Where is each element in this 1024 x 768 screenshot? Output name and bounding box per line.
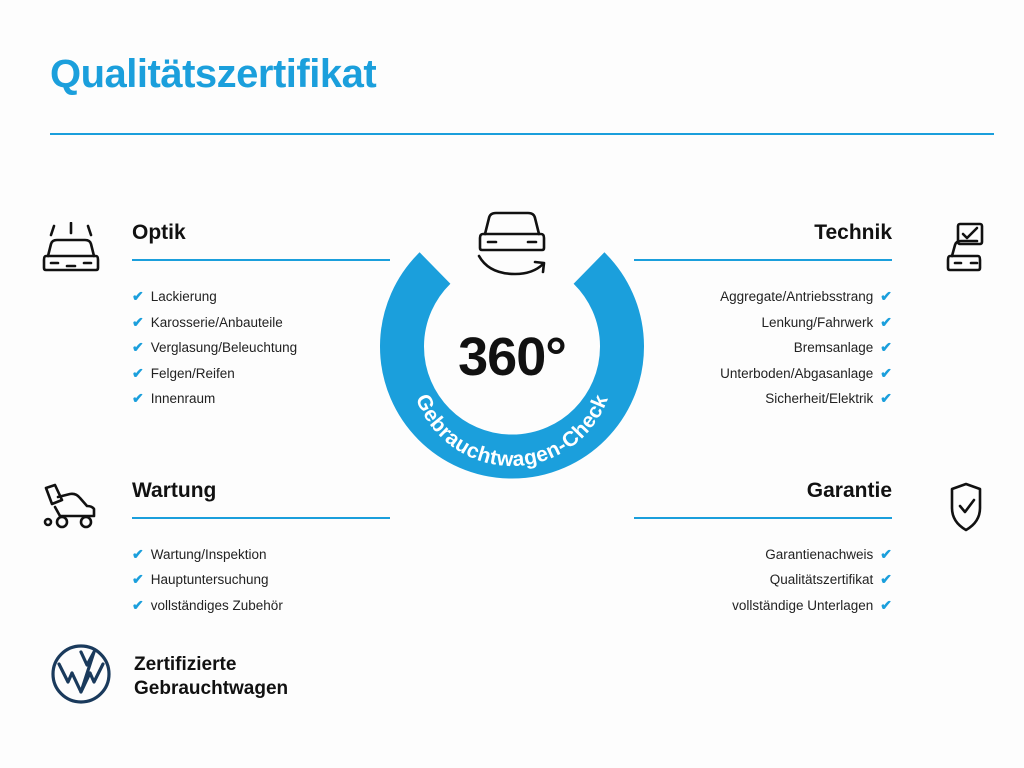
list-item-label: vollständiges Zubehör [150, 597, 283, 613]
list-item-label: Sicherheit/Elektrik [765, 391, 874, 407]
list-item-label: Karosserie/Anbauteile [150, 314, 283, 330]
list-item-label: Bremsanlage [793, 340, 874, 356]
section-optik [40, 222, 390, 412]
list-item-label: Lackierung [150, 289, 217, 304]
section-technik-header [634, 222, 984, 270]
check-icon: ✔ [880, 390, 892, 407]
list-item-label: Felgen/Reifen [150, 365, 235, 381]
list-item [634, 310, 892, 336]
list-item [132, 361, 390, 387]
section-optik-title-wrap [132, 222, 390, 261]
section-technik-list [634, 284, 892, 412]
vw-logo-icon [50, 643, 112, 710]
check-icon: ✔ [132, 339, 144, 356]
list-item-label: Verglasung/Beleuchtung [150, 340, 298, 356]
shield-check-icon [914, 480, 984, 536]
check-icon: ✔ [880, 313, 892, 330]
page-title: Qualitätszertifikat [50, 52, 377, 96]
list-item-label: Unterboden/Abgasanlage [720, 365, 874, 381]
check-icon: ✔ [880, 571, 892, 588]
check-icon: ✔ [880, 288, 892, 304]
list-item-label: Garantienachweis [765, 546, 874, 562]
car-rotate-icon [459, 200, 565, 291]
section-technik-title: Technik [814, 221, 892, 244]
list-item [132, 284, 390, 310]
section-optik-title: Optik [132, 221, 186, 244]
footer-brand [50, 643, 288, 710]
list-item [132, 386, 390, 412]
section-wartung-title: Wartung [132, 478, 217, 502]
degrees-label: 360° [458, 327, 566, 387]
check-icon: ✔ [880, 364, 892, 381]
list-item-label: Qualitätszertifikat [769, 572, 874, 588]
list-item [634, 284, 892, 310]
list-item-label: Aggregate/Antriebsstrang [720, 289, 874, 304]
check-icon: ✔ [132, 288, 144, 304]
list-item [634, 335, 892, 361]
check-icon: ✔ [132, 545, 144, 562]
footer-line-1: Zertifizierte [134, 653, 237, 675]
section-optik-list [132, 284, 390, 412]
right-column [634, 200, 984, 619]
check-icon: ✔ [880, 339, 892, 356]
list-item [634, 593, 892, 619]
section-garantie-title: Garantie [806, 478, 892, 502]
list-item [132, 542, 390, 568]
section-technik-title-wrap [634, 222, 892, 261]
list-item [634, 542, 892, 568]
list-item [132, 593, 390, 619]
check-icon: ✔ [132, 596, 144, 613]
check-icon: ✔ [880, 545, 892, 562]
list-item [132, 335, 390, 361]
section-garantie-header [634, 480, 984, 528]
list-item [634, 361, 892, 387]
list-item-label: Hauptuntersuchung [150, 572, 269, 588]
arc-label: Gebrauchtwagen-Check [410, 390, 613, 472]
list-item-label: Wartung/Inspektion [150, 546, 267, 562]
check-icon: ✔ [132, 313, 144, 330]
title-divider [50, 133, 994, 135]
car-front-shine-icon [40, 222, 110, 278]
section-garantie-list [634, 542, 892, 619]
check-icon: ✔ [880, 596, 892, 613]
section-garantie-title-wrap [634, 480, 892, 519]
check-icon: ✔ [132, 390, 144, 407]
list-item-label: Innenraum [150, 391, 216, 407]
check-icon: ✔ [132, 364, 144, 381]
section-wartung [40, 480, 390, 619]
list-item-label: vollständige Unterlagen [732, 597, 874, 613]
footer-text [134, 653, 288, 701]
list-item-label: Lenkung/Fahrwerk [761, 314, 874, 330]
section-wartung-list [132, 542, 390, 619]
footer-line-2: Gebrauchtwagen [134, 677, 289, 699]
list-item [132, 310, 390, 336]
left-column [40, 200, 390, 619]
check-icon: ✔ [132, 571, 144, 588]
center-badge [362, 196, 662, 496]
car-check-screen-icon [914, 222, 984, 278]
section-wartung-title-wrap [132, 480, 390, 519]
section-garantie [634, 480, 984, 619]
list-item [634, 567, 892, 593]
car-lift-icon [40, 480, 110, 536]
section-optik-header [40, 222, 390, 270]
section-wartung-header [40, 480, 390, 528]
section-technik [634, 222, 984, 412]
list-item [132, 567, 390, 593]
list-item [634, 386, 892, 412]
